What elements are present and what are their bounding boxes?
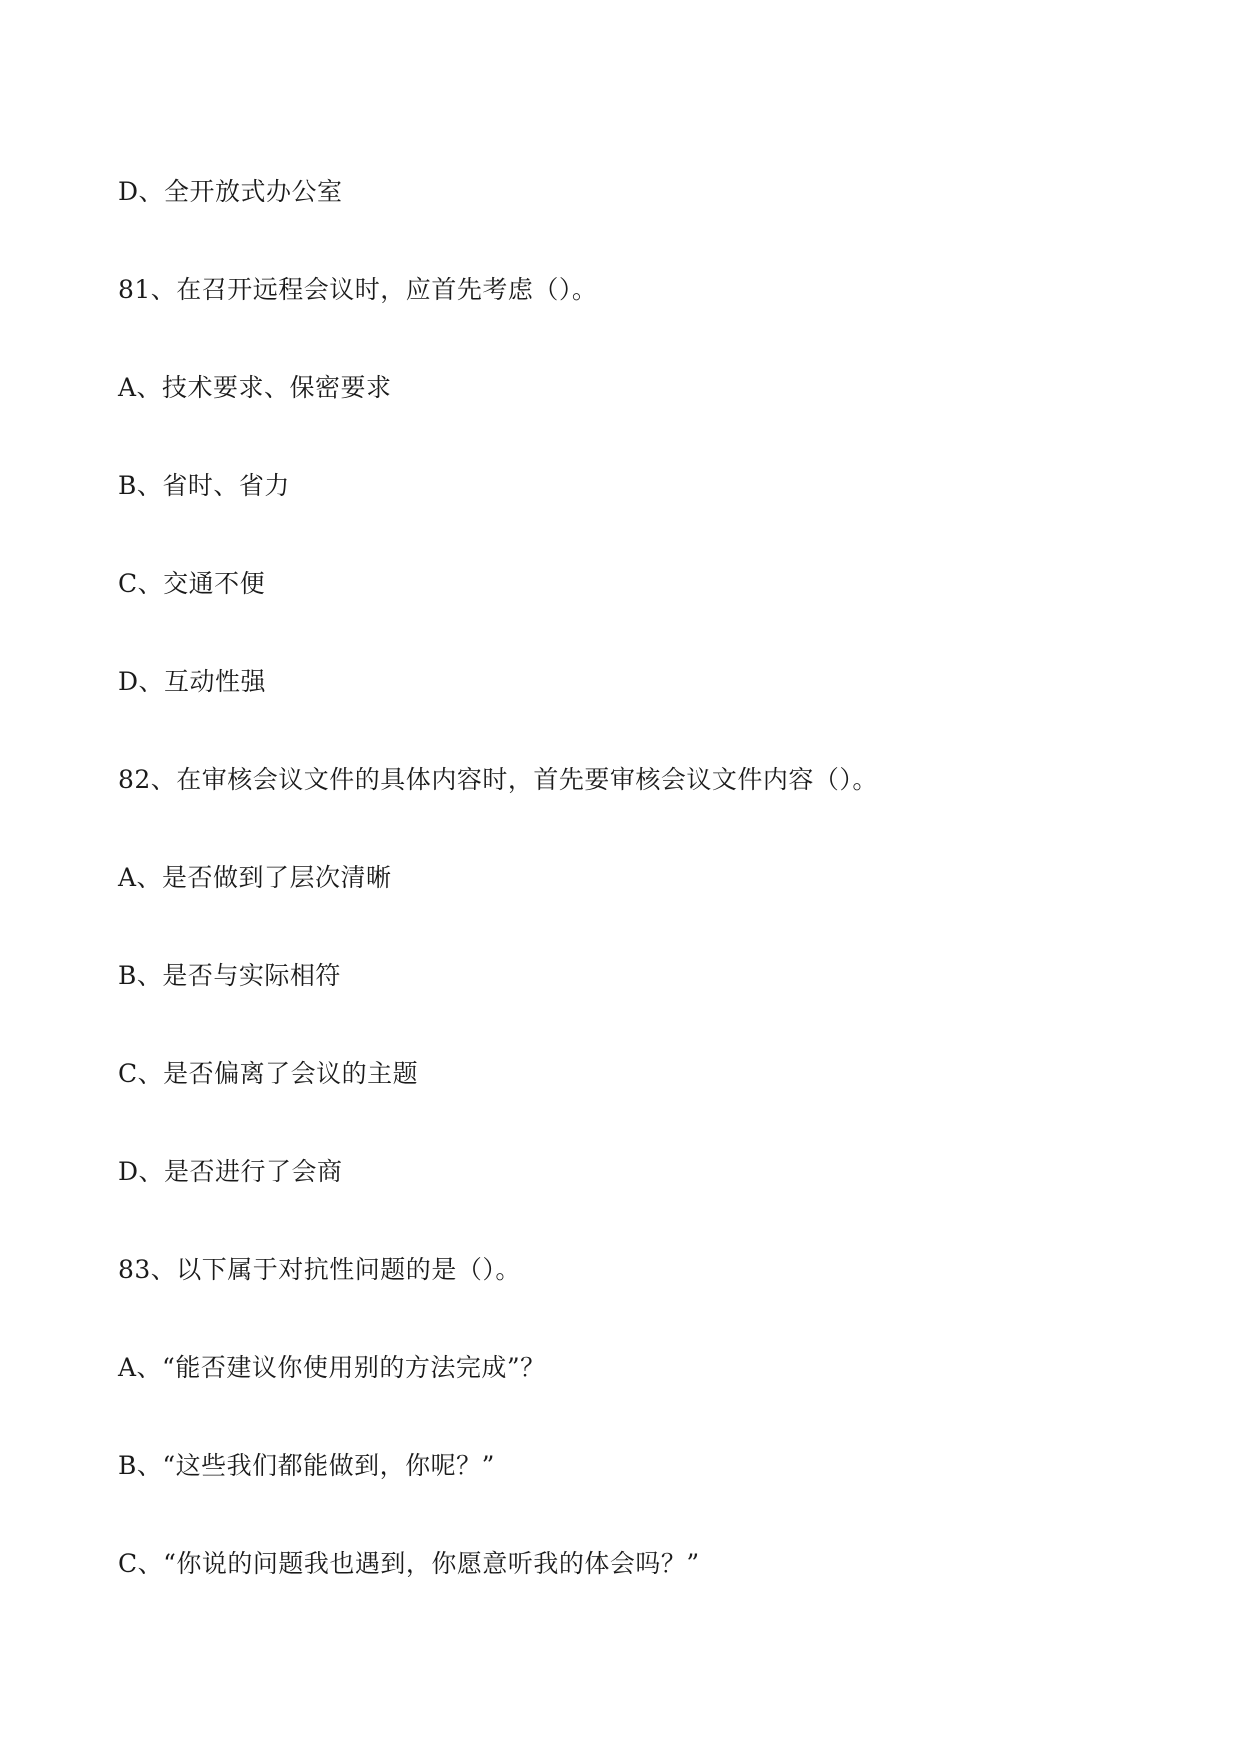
question-82: 82、在审核会议文件的具体内容时，首先要审核会议文件内容（）。 bbox=[118, 765, 878, 794]
option-c-q81: C、交通不便 bbox=[118, 569, 266, 598]
question-81: 81、在召开远程会议时，应首先考虑（）。 bbox=[118, 275, 598, 304]
option-d-q82: D、是否进行了会商 bbox=[118, 1157, 343, 1186]
option-d-q80: D、全开放式办公室 bbox=[118, 177, 343, 206]
option-a-q81: A、技术要求、保密要求 bbox=[118, 373, 392, 402]
question-83: 83、以下属于对抗性问题的是（）。 bbox=[118, 1255, 521, 1284]
option-a-q83: A、“能否建议你使用别的方法完成”？ bbox=[118, 1353, 546, 1382]
option-c-q83: C、“你说的问题我也遇到，你愿意听我的体会吗？” bbox=[118, 1549, 700, 1578]
option-b-q82: B、是否与实际相符 bbox=[118, 961, 341, 990]
option-d-q81: D、互动性强 bbox=[118, 667, 267, 696]
option-c-q82: C、是否偏离了会议的主题 bbox=[118, 1059, 419, 1088]
option-b-q83: B、“这些我们都能做到，你呢？” bbox=[118, 1451, 495, 1480]
option-b-q81: B、省时、省力 bbox=[118, 471, 290, 500]
option-a-q82: A、是否做到了层次清晰 bbox=[118, 863, 392, 892]
